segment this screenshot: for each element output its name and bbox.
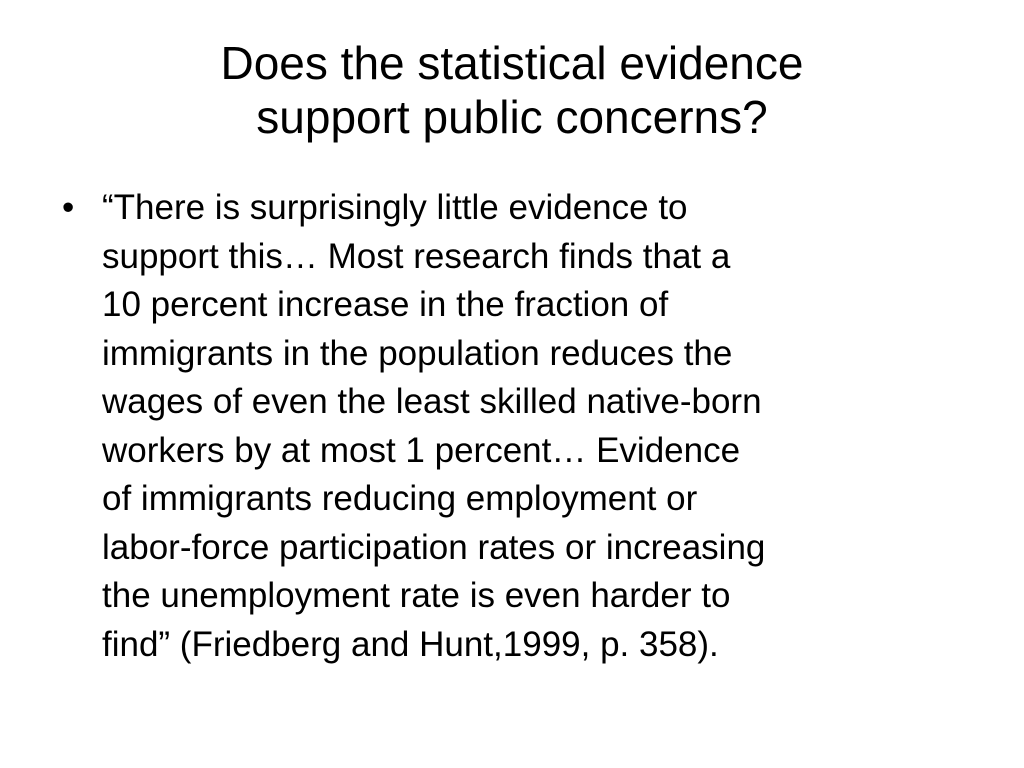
slide-title (60, 36, 964, 144)
quote-text-line: support this… Most research finds that a (102, 236, 731, 276)
quote-text-line: of immigrants reducing employment or (102, 479, 698, 518)
quote-citation-line: find” (Friedberg and Hunt,1999, p. 358). (102, 624, 719, 664)
quote-text-line: 10 percent increase in the fraction of (102, 285, 669, 324)
bullet-item-quote (62, 184, 982, 669)
slide-title-line: Does the statistical evidence (220, 37, 804, 89)
slide-title-line: support public concerns? (256, 91, 768, 143)
quote-text-line: wages of even the least skilled native-born (102, 382, 762, 421)
quote-text-line: workers by at most 1 percent… Evidence (102, 430, 741, 470)
quote-text-line: immigrants in the population reduces the (102, 333, 733, 373)
slide-content (62, 184, 982, 669)
quote-text-line: labor-force participation rates or increasing (102, 527, 766, 567)
quote-text-line: “There is surprisingly little evidence to (102, 188, 688, 227)
bullet-marker: • (62, 188, 75, 227)
quote-text-line: the unemployment rate is even harder to (102, 576, 731, 615)
bullet-list (62, 184, 982, 669)
